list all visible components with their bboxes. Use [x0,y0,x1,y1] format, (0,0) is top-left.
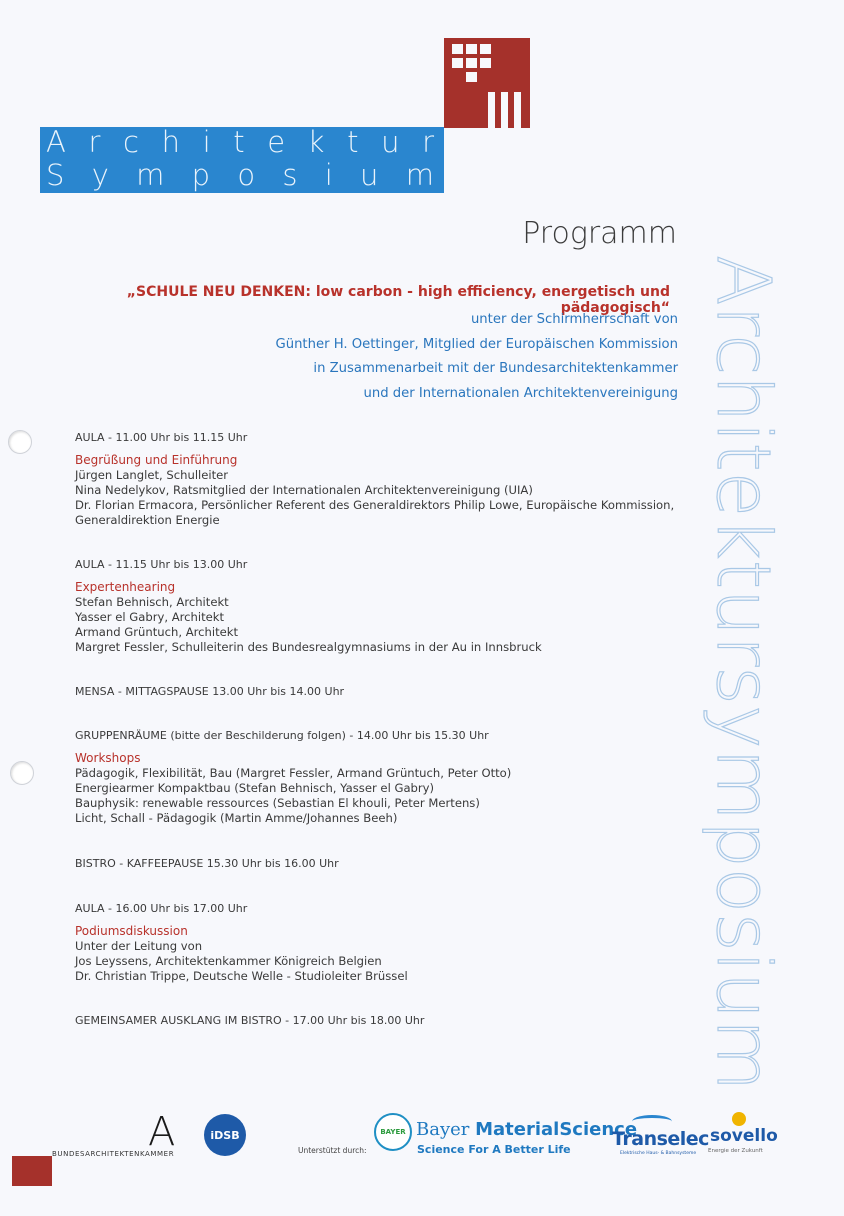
patron-line: in Zusammenarbeit mit der Bundesarchitektenkammer [313,361,678,376]
session-time: AULA - 16.00 Uhr bis 17.00 Uhr [75,902,248,915]
logo-title-block [40,127,444,193]
bak-logo-icon: A [148,1109,176,1155]
session-line: Generaldirektion Energie [75,513,220,527]
session-line: Yasser el Gabry, Architekt [75,610,225,624]
session-line: Licht, Schall - Pädagogik (Martin Amme/Johannes Beeh) [75,811,398,825]
session-time: BISTRO - KAFFEEPAUSE 15.30 Uhr bis 16.00 Uhr [75,857,339,870]
session-line: Nina Nedelykov, Ratsmitglied der Internationalen Architektenvereinigung (UIA) [75,483,533,497]
punch-hole [10,761,34,785]
session-line: Dr. Florian Ermacora, Persönlicher Referent des Generaldirektors Philip Lowe, Europäische Kommission, [75,498,675,512]
sovello-tagline: Energie der Zukunft [708,1148,763,1154]
session-heading: Workshops [75,751,141,765]
transelec-swoosh-icon [632,1115,672,1128]
transelec-logo: Transelec [612,1128,709,1150]
idsb-logo: iDSB [204,1114,246,1156]
session-line: Jos Leyssens, Architektenkammer Königreich Belgien [75,954,382,968]
session-heading: Begrüßung und Einführung [75,453,238,467]
session-heading: Podiumsdiskussion [75,924,188,938]
session-time: MENSA - MITTAGSPAUSE 13.00 Uhr bis 14.00 Uhr [75,685,345,698]
patronage-text [200,308,678,406]
bak-logo-text: BUNDESARCHITEKTENKAMMER [52,1150,175,1158]
sovello-sun-icon [732,1112,746,1126]
session-time: AULA - 11.15 Uhr bis 13.00 Uhr [75,558,248,571]
supported-by-label: Unterstützt durch: [298,1146,367,1155]
session-time: AULA - 11.00 Uhr bis 11.15 Uhr [75,431,248,444]
program-block-lunch [75,684,690,707]
session-line: Unter der Leitung von [75,939,203,953]
session-line: Energiearmer Kompaktbau (Stefan Behnisch, Yasser el Gabry) [75,781,435,795]
session-time: GEMEINSAMER AUSKLANG IM BISTRO - 17.00 Uhr bis 18.00 Uhr [75,1014,425,1027]
logo-red-block [444,38,530,128]
patron-line: unter der Schirmherrschaft von [470,312,678,327]
program-block-panel [75,901,690,984]
bayer-logo-text: Bayer MaterialScience [416,1119,638,1140]
bayer-slogan: Science For A Better Life [417,1143,571,1156]
program-block-workshops [75,728,690,826]
red-corner-mark [12,1156,52,1186]
session-line: Bauphysik: renewable ressources (Sebastian El khouli, Peter Mertens) [75,796,480,810]
session-line: Pädagogik, Flexibilität, Bau (Margret Fessler, Armand Grüntuch, Peter Otto) [75,766,512,780]
program-block-coffee [75,856,690,879]
session-line: Dr. Christian Trippe, Deutsche Welle - Studioleiter Brüssel [75,969,408,983]
program-block-closing [75,1013,690,1036]
transelec-tagline: Elektrische Haus- & Bahnsysteme [620,1151,697,1156]
event-subtitle: „SCHULE NEU DENKEN: low carbon - high efficiency, energetisch und pädagogisch“ [126,284,670,316]
program-block-hearing [75,557,690,655]
logo-word-architektur: A r c h i t e k t u r [46,125,434,159]
session-line: Margret Fessler, Schulleiterin des Bundesrealgymnasiums in der Au in Innsbruck [75,640,542,654]
vertical-watermark-area [688,255,798,1092]
sovello-logo: sovello [710,1126,778,1146]
logo-word-symposium: S y m p o s i u m [46,158,434,192]
program-block-welcome [75,430,690,528]
vertical-title-text: Architektursymposium [700,255,786,1092]
session-heading: Expertenhearing [75,580,176,594]
patron-line: und der Internationalen Architektenvereinigung [363,385,678,401]
session-time: GRUPPENRÄUME (bitte der Beschilderung folgen) - 14.00 Uhr bis 15.30 Uhr [75,729,489,742]
patron-line: Günther H. Oettinger, Mitglied der Europäischen Kommission [275,336,678,352]
bayer-cross-icon: BAYER [374,1113,412,1151]
session-line: Armand Grüntuch, Architekt [75,625,239,639]
page-title: Programm [522,216,677,251]
session-line: Jürgen Langlet, Schulleiter [75,468,229,482]
punch-hole [8,430,32,454]
session-line: Stefan Behnisch, Architekt [75,595,229,609]
